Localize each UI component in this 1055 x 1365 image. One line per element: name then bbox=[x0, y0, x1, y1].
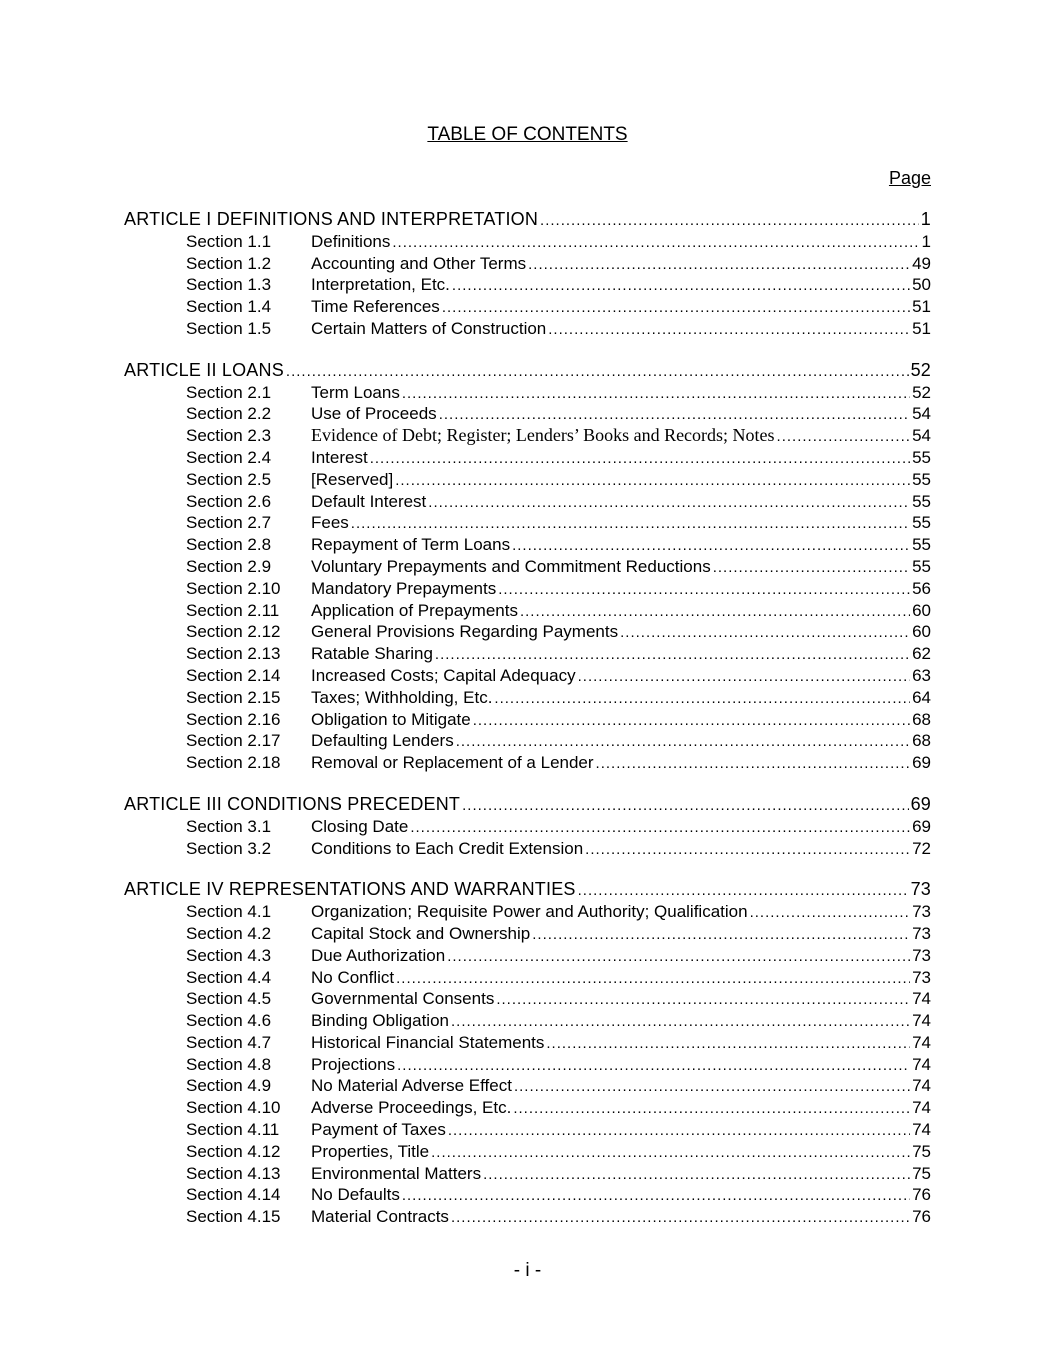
section-title: Projections bbox=[311, 1054, 396, 1074]
section-title: Interpretation, Etc. bbox=[311, 275, 450, 295]
dot-leader bbox=[435, 644, 910, 666]
toc-section-entry[interactable] bbox=[124, 687, 931, 709]
article-page-number: 52 bbox=[910, 359, 931, 380]
section-page-number: 74 bbox=[912, 1076, 931, 1096]
toc-section-entry[interactable] bbox=[124, 231, 931, 253]
toc-section-entry[interactable] bbox=[124, 403, 931, 425]
section-number: Section 4.6 bbox=[186, 1011, 272, 1031]
toc-article-block bbox=[124, 794, 931, 859]
section-number: Section 2.15 bbox=[186, 687, 281, 707]
section-page-number: 74 bbox=[912, 989, 931, 1009]
section-title: Ratable Sharing bbox=[311, 644, 433, 664]
toc-section-entry[interactable] bbox=[124, 1097, 931, 1119]
section-page-number: 75 bbox=[912, 1163, 931, 1183]
article-title: ARTICLE III CONDITIONS PRECEDENT bbox=[124, 793, 461, 814]
section-number: Section 4.1 bbox=[186, 902, 272, 922]
section-page-number: 73 bbox=[912, 902, 931, 922]
section-page-number: 75 bbox=[912, 1141, 931, 1161]
dot-leader bbox=[585, 839, 910, 861]
section-number: Section 4.13 bbox=[186, 1163, 281, 1183]
dot-leader bbox=[540, 210, 919, 232]
dot-leader bbox=[520, 601, 910, 623]
section-title: Term Loans bbox=[311, 382, 400, 402]
toc-section-entry[interactable] bbox=[124, 253, 931, 275]
toc-article-block bbox=[124, 879, 931, 1228]
section-title: Adverse Proceedings, Etc. bbox=[311, 1098, 512, 1118]
dot-leader bbox=[442, 297, 910, 319]
toc-section-entry[interactable] bbox=[124, 1054, 931, 1076]
section-page-number: 55 bbox=[912, 556, 931, 576]
section-number: Section 2.7 bbox=[186, 513, 272, 533]
dot-leader bbox=[402, 383, 910, 405]
toc-section-entry[interactable] bbox=[124, 1119, 931, 1141]
section-page-number: 55 bbox=[912, 513, 931, 533]
section-page-number: 55 bbox=[912, 535, 931, 555]
section-page-number: 62 bbox=[912, 644, 931, 664]
dot-leader bbox=[397, 1055, 910, 1077]
toc-section-entry[interactable] bbox=[124, 1206, 931, 1228]
dot-leader bbox=[532, 924, 910, 946]
toc-section-entry[interactable] bbox=[124, 945, 931, 967]
section-number: Section 2.12 bbox=[186, 622, 281, 642]
toc-section-entry[interactable] bbox=[124, 730, 931, 752]
section-title: Evidence of Debt; Register; Lenders’ Books and Records; Notes bbox=[311, 425, 775, 446]
section-title: Payment of Taxes bbox=[311, 1120, 446, 1140]
section-number: Section 2.3 bbox=[186, 426, 272, 446]
section-number: Section 2.11 bbox=[186, 600, 280, 620]
toc-section-entry[interactable] bbox=[124, 600, 931, 622]
toc-section-entry[interactable] bbox=[124, 1032, 931, 1054]
dot-leader bbox=[548, 319, 910, 341]
section-title: Increased Costs; Capital Adequacy bbox=[311, 665, 576, 685]
toc-section-entry[interactable] bbox=[124, 512, 931, 534]
section-title: Fees bbox=[311, 513, 349, 533]
section-page-number: 60 bbox=[912, 600, 931, 620]
section-title: Conditions to Each Credit Extension bbox=[311, 838, 584, 858]
section-title: Use of Proceeds bbox=[311, 404, 437, 424]
dot-leader bbox=[451, 1207, 910, 1229]
dot-leader bbox=[452, 275, 910, 297]
toc-section-entry[interactable] bbox=[124, 1141, 931, 1163]
section-number: Section 1.3 bbox=[186, 275, 272, 295]
section-number: Section 3.2 bbox=[186, 838, 272, 858]
section-number: Section 2.5 bbox=[186, 469, 272, 489]
section-title: Voluntary Prepayments and Commitment Reductions bbox=[311, 556, 711, 576]
dot-leader bbox=[410, 817, 910, 839]
section-title: Certain Matters of Construction bbox=[311, 318, 547, 338]
section-title: Defaulting Lenders bbox=[311, 731, 454, 751]
dot-leader bbox=[402, 1185, 910, 1207]
section-title: Due Authorization bbox=[311, 945, 446, 965]
toc-section-entry[interactable] bbox=[124, 274, 931, 296]
toc-section-entry[interactable] bbox=[124, 491, 931, 513]
section-title: No Conflict bbox=[311, 967, 395, 987]
section-number: Section 2.2 bbox=[186, 404, 272, 424]
section-page-number: 50 bbox=[912, 275, 931, 295]
toc-section-entry[interactable] bbox=[124, 752, 931, 774]
section-page-number: 49 bbox=[912, 253, 931, 273]
section-number: Section 2.13 bbox=[186, 644, 281, 664]
toc-section-entry[interactable] bbox=[124, 643, 931, 665]
section-page-number: 76 bbox=[912, 1185, 931, 1205]
dot-leader bbox=[498, 579, 910, 601]
section-page-number: 73 bbox=[912, 967, 931, 987]
section-number: Section 4.2 bbox=[186, 923, 272, 943]
section-title: Time References bbox=[311, 297, 440, 317]
section-title: Removal or Replacement of a Lender bbox=[311, 753, 594, 773]
article-page-number: 1 bbox=[920, 209, 931, 229]
dot-leader bbox=[431, 1142, 910, 1164]
dot-leader bbox=[396, 968, 910, 990]
article-title: ARTICLE I DEFINITIONS AND INTERPRETATION bbox=[124, 209, 539, 229]
toc-section-entry[interactable] bbox=[124, 578, 931, 600]
section-page-number: 74 bbox=[912, 1011, 931, 1031]
dot-leader bbox=[451, 1011, 910, 1033]
section-page-number: 63 bbox=[912, 665, 931, 685]
section-number: Section 4.10 bbox=[186, 1098, 281, 1118]
dot-leader bbox=[578, 666, 910, 688]
section-number: Section 2.14 bbox=[186, 665, 281, 685]
dot-leader bbox=[620, 622, 910, 644]
dot-leader bbox=[286, 361, 909, 383]
dot-leader bbox=[514, 1076, 910, 1098]
dot-leader bbox=[473, 710, 910, 732]
section-number: Section 2.9 bbox=[186, 556, 272, 576]
section-number: Section 4.8 bbox=[186, 1054, 272, 1074]
dot-leader bbox=[750, 902, 911, 924]
section-page-number: 76 bbox=[912, 1207, 931, 1227]
dot-leader bbox=[428, 492, 910, 514]
dot-leader bbox=[596, 753, 911, 775]
toc-section-entry[interactable] bbox=[124, 534, 931, 556]
section-title: No Defaults bbox=[311, 1185, 400, 1205]
dot-leader bbox=[448, 1120, 910, 1142]
toc-section-entry[interactable] bbox=[124, 425, 931, 447]
section-title: Properties, Title bbox=[311, 1141, 430, 1161]
section-page-number: 74 bbox=[912, 1032, 931, 1052]
toc-section-entry[interactable] bbox=[124, 988, 931, 1010]
dot-leader bbox=[447, 946, 910, 968]
section-number: Section 3.1 bbox=[186, 816, 272, 836]
toc-section-entry[interactable] bbox=[124, 665, 931, 687]
section-page-number: 54 bbox=[912, 404, 931, 424]
toc-section-entry[interactable] bbox=[124, 469, 931, 491]
section-title: Historical Financial Statements bbox=[311, 1032, 545, 1052]
toc-section-entry[interactable] bbox=[124, 318, 931, 340]
toc-section-entry[interactable] bbox=[124, 1184, 931, 1206]
section-title: Organization; Requisite Power and Authority; Qualification bbox=[311, 902, 748, 922]
toc-article-block bbox=[124, 209, 931, 340]
section-title: Accounting and Other Terms bbox=[311, 253, 527, 273]
dot-leader bbox=[456, 731, 910, 753]
section-page-number: 51 bbox=[912, 297, 931, 317]
toc-section-entry[interactable] bbox=[124, 1163, 931, 1185]
section-title: Environmental Matters bbox=[311, 1163, 482, 1183]
section-title: No Material Adverse Effect bbox=[311, 1076, 512, 1096]
page-title: TABLE OF CONTENTS bbox=[427, 124, 628, 145]
section-page-number: 1 bbox=[921, 231, 931, 251]
section-number: Section 1.1 bbox=[186, 231, 272, 251]
dot-leader bbox=[494, 688, 910, 710]
section-page-number: 69 bbox=[912, 816, 931, 836]
section-page-number: 74 bbox=[912, 1098, 931, 1118]
section-number: Section 2.17 bbox=[186, 731, 281, 751]
section-page-number: 73 bbox=[912, 923, 931, 943]
section-page-number: 73 bbox=[912, 945, 931, 965]
section-number: Section 4.3 bbox=[186, 945, 272, 965]
section-page-number: 60 bbox=[912, 622, 931, 642]
toc-article-entry[interactable] bbox=[124, 360, 931, 382]
section-title: Mandatory Prepayments bbox=[311, 578, 497, 598]
page-number-footer: - i - bbox=[513, 1260, 542, 1281]
section-number: Section 2.16 bbox=[186, 709, 281, 729]
section-title: Obligation to Mitigate bbox=[311, 709, 471, 729]
section-number: Section 4.9 bbox=[186, 1076, 272, 1096]
section-page-number: 72 bbox=[912, 838, 931, 858]
section-number: Section 2.18 bbox=[186, 753, 281, 773]
section-number: Section 1.5 bbox=[186, 318, 272, 338]
section-number: Section 4.5 bbox=[186, 989, 272, 1009]
section-page-number: 55 bbox=[912, 491, 931, 511]
toc-section-entry[interactable] bbox=[124, 556, 931, 578]
dot-leader bbox=[512, 535, 910, 557]
section-title: Application of Prepayments bbox=[311, 600, 518, 620]
section-page-number: 55 bbox=[912, 469, 931, 489]
dot-leader bbox=[578, 880, 909, 902]
dot-leader bbox=[462, 795, 908, 817]
dot-leader bbox=[513, 1098, 910, 1120]
article-page-number: 69 bbox=[910, 793, 931, 814]
section-page-number: 64 bbox=[912, 687, 931, 707]
section-page-number: 68 bbox=[912, 709, 931, 729]
section-page-number: 54 bbox=[912, 426, 931, 446]
section-page-number: 74 bbox=[912, 1120, 931, 1140]
toc-section-entry[interactable] bbox=[124, 901, 931, 923]
section-title: General Provisions Regarding Payments bbox=[311, 622, 619, 642]
toc-section-entry[interactable] bbox=[124, 447, 931, 469]
section-page-number: 56 bbox=[912, 578, 931, 598]
toc-section-entry[interactable] bbox=[124, 967, 931, 989]
toc-article-entry[interactable] bbox=[124, 209, 931, 231]
toc-section-entry[interactable] bbox=[124, 296, 931, 318]
section-number: Section 1.2 bbox=[186, 253, 272, 273]
article-page-number: 73 bbox=[910, 879, 931, 900]
section-page-number: 52 bbox=[912, 382, 931, 402]
dot-leader bbox=[351, 513, 910, 535]
section-title: Interest bbox=[311, 447, 368, 467]
dot-leader bbox=[496, 989, 910, 1011]
section-title: Binding Obligation bbox=[311, 1011, 449, 1031]
article-title: ARTICLE IV REPRESENTATIONS AND WARRANTIES bbox=[124, 879, 576, 900]
toc-section-entry[interactable] bbox=[124, 838, 931, 860]
section-title: Taxes; Withholding, Etc. bbox=[311, 687, 493, 707]
section-title: Repayment of Term Loans bbox=[311, 535, 511, 555]
section-title: Capital Stock and Ownership bbox=[311, 923, 531, 943]
section-number: Section 4.12 bbox=[186, 1141, 281, 1161]
toc-article-entry[interactable] bbox=[124, 794, 931, 816]
section-title: [Reserved] bbox=[311, 469, 394, 489]
section-number: Section 4.11 bbox=[186, 1120, 280, 1140]
section-number: Section 4.4 bbox=[186, 967, 272, 987]
toc-section-entry[interactable] bbox=[124, 923, 931, 945]
section-page-number: 69 bbox=[912, 753, 931, 773]
dot-leader bbox=[483, 1164, 910, 1186]
dot-leader bbox=[713, 557, 910, 579]
section-number: Section 2.10 bbox=[186, 578, 281, 598]
table-of-contents bbox=[124, 209, 931, 1248]
toc-section-entry[interactable] bbox=[124, 382, 931, 404]
section-number: Section 2.4 bbox=[186, 447, 272, 467]
section-page-number: 55 bbox=[912, 447, 931, 467]
section-page-number: 51 bbox=[912, 318, 931, 338]
toc-section-entry[interactable] bbox=[124, 1075, 931, 1097]
toc-section-entry[interactable] bbox=[124, 709, 931, 731]
dot-leader bbox=[439, 404, 910, 426]
toc-section-entry[interactable] bbox=[124, 621, 931, 643]
article-title: ARTICLE II LOANS bbox=[124, 359, 284, 380]
toc-section-entry[interactable] bbox=[124, 816, 931, 838]
section-title: Default Interest bbox=[311, 491, 427, 511]
dot-leader bbox=[546, 1033, 910, 1055]
toc-section-entry[interactable] bbox=[124, 1010, 931, 1032]
section-number: Section 2.6 bbox=[186, 491, 272, 511]
section-title: Closing Date bbox=[311, 816, 409, 836]
section-number: Section 1.4 bbox=[186, 297, 272, 317]
dot-leader bbox=[528, 254, 910, 276]
page-column-label: Page bbox=[888, 168, 931, 188]
dot-leader bbox=[370, 448, 910, 470]
dot-leader bbox=[395, 470, 910, 492]
section-title: Material Contracts bbox=[311, 1207, 449, 1227]
section-number: Section 4.14 bbox=[186, 1185, 281, 1205]
section-page-number: 74 bbox=[912, 1054, 931, 1074]
section-title: Governmental Consents bbox=[311, 989, 495, 1009]
section-number: Section 4.15 bbox=[186, 1207, 281, 1227]
section-number: Section 2.8 bbox=[186, 535, 272, 555]
section-title: Definitions bbox=[311, 231, 391, 251]
section-number: Section 2.1 bbox=[186, 382, 272, 402]
section-number: Section 4.7 bbox=[186, 1032, 272, 1052]
section-page-number: 68 bbox=[912, 731, 931, 751]
dot-leader bbox=[777, 426, 911, 448]
toc-article-entry[interactable] bbox=[124, 879, 931, 901]
dot-leader bbox=[392, 232, 919, 254]
toc-article-block bbox=[124, 360, 931, 774]
